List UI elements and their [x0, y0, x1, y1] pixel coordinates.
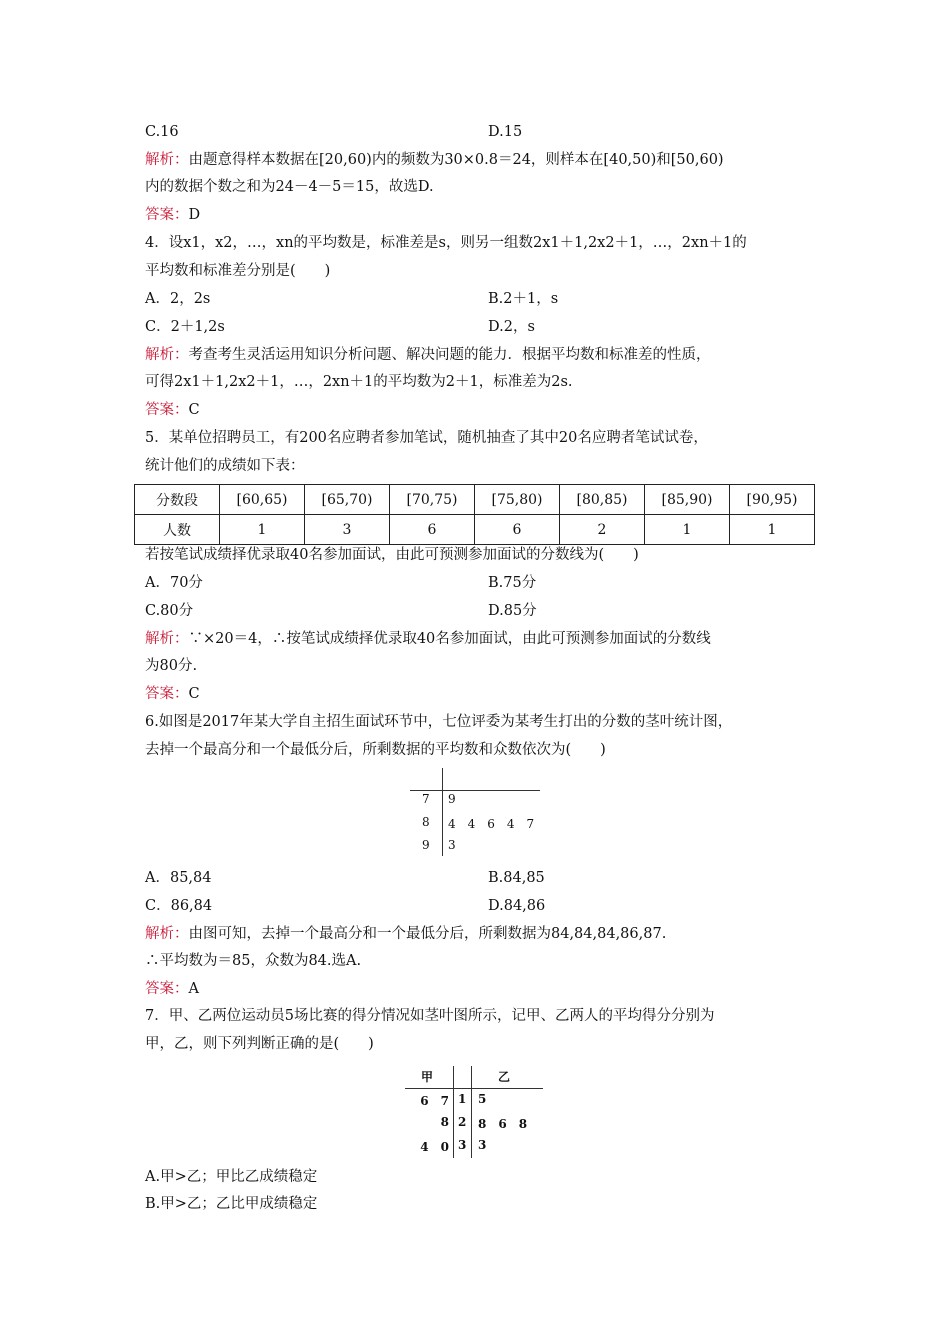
table-cell: 1 — [220, 515, 305, 545]
table-cell: [60,65) — [220, 485, 305, 515]
answer-label: 答案： — [145, 402, 189, 418]
stem-value: 3 — [458, 1138, 467, 1152]
q7-stem-leaf-plot — [405, 1066, 545, 1160]
leaf-values: 9 — [448, 792, 456, 806]
q5-explanation-line-2: 为80分. — [145, 658, 198, 674]
explanation-text: 由题意得样本数据在[20,60)内的频数为30×0.8＝24，则样本在[40,50)和[50,60) — [188, 152, 724, 168]
q6-option-d: D.84,86 — [488, 898, 546, 914]
q4-explanation-line-1 — [145, 345, 711, 365]
q6-option-c: C．86,84 — [145, 898, 213, 914]
q3-explanation-line-2: 内的数据个数之和为24－4－5＝15，故选D. — [145, 179, 434, 195]
q6-stem-leaf-plot — [410, 768, 542, 858]
q4-stem-line-1: 4．设x1，x2，…，xn的平均数是，标准差是s，则另一组数2x1＋1,2x2＋1，…，2xn＋1的 — [145, 235, 747, 251]
q4-option-a: A．2，2s — [145, 291, 211, 307]
q5-stem-line-3: 若按笔试成绩择优录取40名参加面试，由此可预测参加面试的分数线为( ) — [145, 547, 639, 563]
q7-option-a: A.甲>乙；甲比乙成绩稳定 — [145, 1169, 318, 1185]
table-cell: 6 — [475, 515, 560, 545]
q4-explanation-line-2: 可得2x1＋1,2x2＋1，…，2xn＋1的平均数为2＋1，标准差为2s. — [145, 374, 573, 390]
answer-value: A — [188, 981, 199, 997]
explanation-label: 解析： — [145, 926, 189, 942]
table-cell: 6 — [390, 515, 475, 545]
q5-option-d: D.85分 — [488, 603, 537, 619]
stem-value: 1 — [458, 1092, 467, 1106]
explanation-label: 解析： — [145, 347, 189, 363]
q6-stem-line-2: 去掉一个最高分和一个最低分后，所剩数据的平均数和众数依次为( ) — [145, 742, 606, 758]
q4-answer — [145, 400, 200, 420]
q6-explanation-line-2: ∴平均数为＝85，众数为84.选A. — [145, 953, 362, 969]
plot-vertical-line-left — [453, 1066, 454, 1158]
player-yi-heading: 乙 — [498, 1070, 511, 1084]
q5-option-c: C.80分 — [145, 603, 194, 619]
q5-explanation-line-1 — [145, 629, 711, 649]
table-cell: [85,90) — [645, 485, 730, 515]
stem-value: 9 — [422, 838, 430, 852]
q7-stem-line-1: 7．甲、乙两位运动员5场比赛的得分情况如茎叶图所示，记甲、乙两人的平均得分分别为 — [145, 1008, 715, 1024]
q4-option-b: B.2＋1，s — [488, 291, 559, 307]
table-cell: 人数 — [135, 515, 220, 545]
explanation-label: 解析： — [145, 152, 189, 168]
table-cell: 1 — [730, 515, 815, 545]
plot-vertical-line-right — [471, 1066, 472, 1158]
leaf-values: 3 — [448, 838, 456, 852]
answer-label: 答案： — [145, 981, 189, 997]
q4-option-d: D.2，s — [488, 319, 535, 335]
answer-value: C — [188, 402, 200, 418]
right-leaf-values: 5 — [478, 1092, 487, 1106]
table-cell: 3 — [305, 515, 390, 545]
q6-option-a: A．85,84 — [145, 870, 212, 886]
explanation-text: 由图可知，去掉一个最高分和一个最低分后，所剩数据为84,84,84,86,87. — [188, 926, 667, 942]
explanation-text: 考查考生灵活运用知识分析问题、解决问题的能力．根据平均数和标准差的性质， — [188, 347, 711, 363]
left-leaf-values: 6 7 — [420, 1094, 449, 1108]
table-cell: 1 — [645, 515, 730, 545]
stem-value: 2 — [458, 1115, 467, 1129]
q5-option-a: A．70分 — [145, 575, 203, 591]
table-cell: 分数段 — [135, 485, 220, 515]
q5-option-b: B.75分 — [488, 575, 537, 591]
q5-answer — [145, 684, 200, 704]
plot-horizontal-line — [410, 790, 540, 791]
explanation-label: 解析： — [145, 631, 189, 647]
answer-value: D — [188, 207, 201, 223]
answer-label: 答案： — [145, 686, 189, 702]
stem-value: 8 — [422, 815, 430, 829]
score-distribution-table — [134, 484, 815, 545]
q5-stem-line-2: 统计他们的成绩如下表： — [145, 458, 305, 474]
q7-stem-line-2: 甲，乙，则下列判断正确的是( ) — [145, 1036, 374, 1052]
table-cell: [90,95) — [730, 485, 815, 515]
q4-stem-line-2: 平均数和标准差分别是( ) — [145, 263, 331, 279]
q3-explanation-line-1 — [145, 150, 724, 170]
q6-stem-line-1: 6.如图是2017年某大学自主招生面试环节中，七位评委为某考生打出的分数的茎叶统计图， — [145, 714, 733, 730]
table-cell: [80,85) — [560, 485, 645, 515]
plot-horizontal-line — [405, 1088, 543, 1089]
table-cell: [70,75) — [390, 485, 475, 515]
q7-option-b: B.甲>乙；乙比甲成绩稳定 — [145, 1196, 318, 1212]
answer-value: C — [188, 686, 200, 702]
q6-option-b: B.84,85 — [488, 870, 545, 886]
left-leaf-values: 4 0 — [420, 1140, 449, 1154]
q3-option-d: D.15 — [488, 124, 523, 140]
table-cell: [65,70) — [305, 485, 390, 515]
q4-option-c: C．2＋1,2s — [145, 319, 225, 335]
answer-label: 答案： — [145, 207, 189, 223]
right-leaf-values: 8 6 8 — [478, 1117, 528, 1131]
player-jia-heading: 甲 — [421, 1070, 434, 1084]
plot-vertical-line — [442, 768, 443, 856]
table-cell: 2 — [560, 515, 645, 545]
q6-explanation-line-1 — [145, 924, 666, 944]
stem-value: 7 — [422, 792, 430, 806]
leaf-values: 4 4 6 4 7 — [448, 817, 535, 831]
q3-option-c: C.16 — [145, 124, 179, 140]
q3-answer — [145, 205, 200, 225]
table-row — [135, 515, 815, 545]
explanation-text: ∵×20＝4，∴按笔试成绩择优录取40名参加面试，由此可预测参加面试的分数线 — [188, 631, 711, 647]
table-row — [135, 485, 815, 515]
right-leaf-values: 3 — [478, 1138, 487, 1152]
q6-answer — [145, 979, 199, 999]
table-cell: [75,80) — [475, 485, 560, 515]
left-leaf-values: 8 — [440, 1115, 449, 1129]
q5-stem-line-1: 5．某单位招聘员工，有200名应聘者参加笔试，随机抽查了其中20名应聘者笔试试卷， — [145, 430, 708, 446]
